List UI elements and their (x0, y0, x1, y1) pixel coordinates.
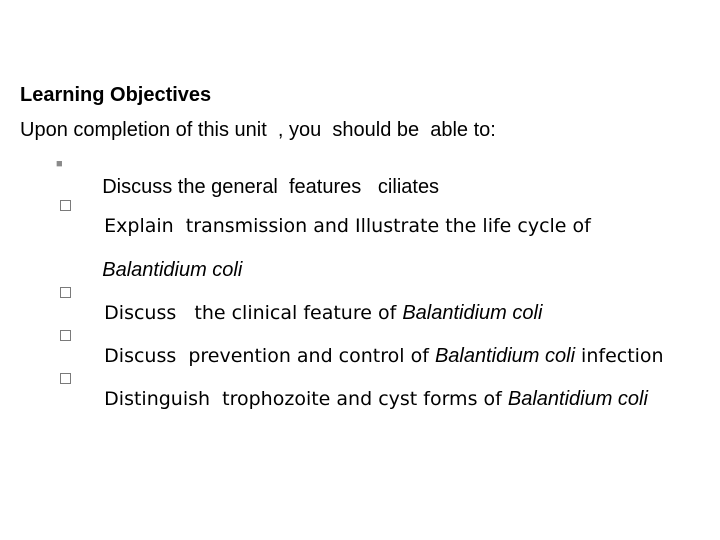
objective-text: Distinguish trophozoite and cyst forms of (104, 388, 508, 410)
checkbox-bullet-icon (60, 330, 71, 341)
checkbox-bullet-icon (60, 287, 71, 298)
organism-name: Balantidium coli (507, 388, 648, 410)
organism-name: Balantidium coli (102, 259, 243, 281)
organism-name: Balantidium coli (434, 345, 576, 367)
square-bullet-icon: ■ (56, 158, 63, 170)
objective-text: Discuss the clinical feature of (104, 302, 403, 324)
objective-text: Explain transmission and Illustrate the life cycle of (104, 215, 591, 237)
organism-name: Balantidium coli (402, 302, 543, 324)
objective-item-5 (80, 366, 648, 433)
objective-text: Discuss the general features ciliates (102, 176, 440, 198)
intro-line: Upon completion of this unit , you should be able to: (20, 119, 496, 141)
objective-text-tail: infection (575, 345, 664, 367)
checkbox-bullet-icon (60, 200, 71, 211)
slide-heading: Learning Objectives (20, 84, 212, 106)
checkbox-bullet-icon (60, 373, 71, 384)
objective-text: Discuss prevention and control of (104, 345, 435, 367)
